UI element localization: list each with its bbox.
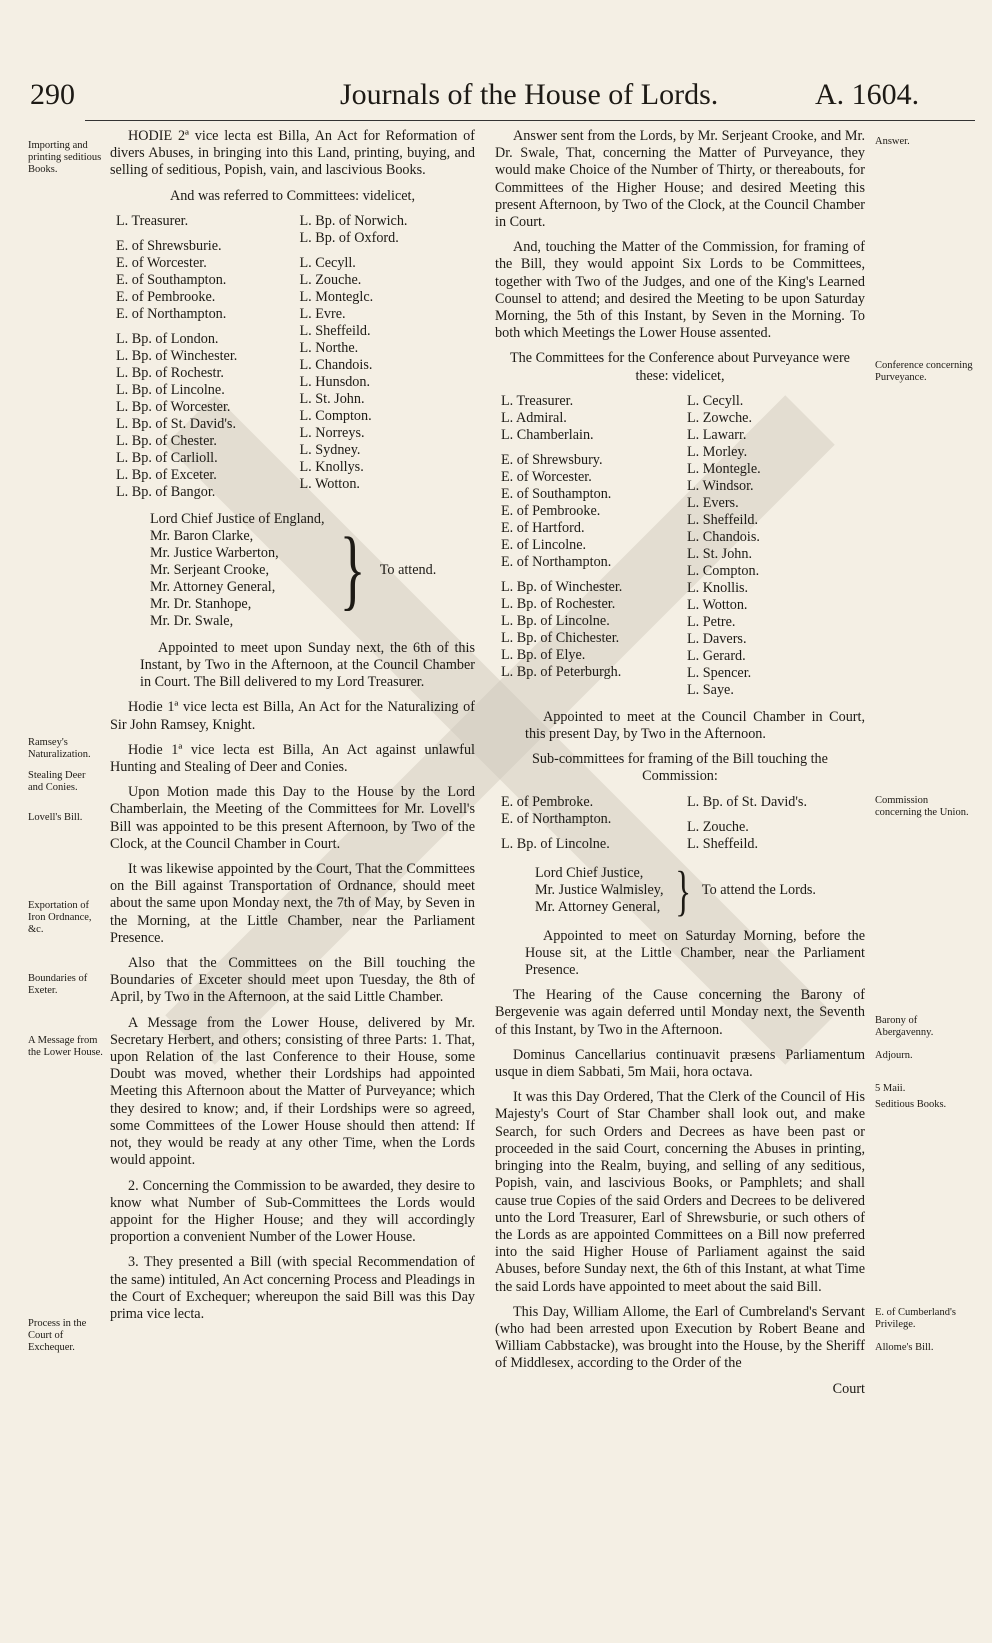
conference-committee-list	[501, 393, 865, 699]
list-item: L. Wotton.	[299, 475, 360, 492]
left-column	[110, 128, 475, 1331]
list-item: L. Evers.	[687, 494, 739, 511]
list-item: L. Bp. of St. David's.	[687, 793, 807, 810]
list-item: E. of Shrewsbury.	[501, 451, 603, 468]
list-item: E. of Pembroke.	[501, 793, 594, 810]
paragraph: The Hearing of the Cause concerning the Barony of Bergevenie was again deferred until Monday next, the Seventh of this Instant, by Two in the Afternoon.	[495, 987, 865, 1038]
committee-column	[501, 794, 679, 853]
margin-note: Process in the Court of Exchequer.	[28, 1318, 87, 1353]
margin-note: Importing and printing seditious Books.	[28, 140, 102, 175]
margin-note: Commission concerning the Union.	[875, 795, 969, 818]
list-item: L. Spencer.	[687, 664, 752, 681]
list-item: E. of Worcester.	[501, 468, 592, 485]
paragraph: 3. They presented a Bill (with special Recommendation of the same) intituled, An Act concerning Process and Pleadings in the Court of Exchequer; whereupon the said Bill was this Day prima vice lecta.	[110, 1254, 475, 1322]
attend-names	[535, 865, 664, 916]
list-item: E. of Pembrooke.	[116, 288, 216, 305]
list-item: L. Bp. of Chichester.	[501, 629, 620, 646]
list-item: E. of Southampton.	[501, 485, 612, 502]
list-item: Lord Chief Justice of England,	[150, 510, 325, 527]
list-item: E. of Northampton.	[501, 553, 612, 570]
list-spacer	[687, 811, 865, 819]
list-item: L. Bp. of Worcester.	[116, 398, 231, 415]
paragraph: Appointed to meet on Saturday Morning, before the House sit, at the Little Chamber, near the Parliament Presence.	[525, 927, 865, 979]
list-item: Mr. Dr. Stanhope,	[150, 595, 252, 612]
margin-note: Adjourn.	[875, 1050, 913, 1061]
attend-label: To attend.	[379, 561, 437, 578]
list-item: L. Sheffeild.	[687, 835, 759, 852]
list-item: L. Bp. of Winchester.	[501, 578, 623, 595]
list-item: L. Sheffeild.	[687, 511, 759, 528]
list-item: L. Bp. of Lincolne.	[501, 835, 610, 852]
list-item: L. Knollys.	[299, 458, 364, 475]
list-item: L. Monteglc.	[299, 288, 374, 305]
paragraph: Hodie 1ª vice lecta est Billa, An Act against unlawful Hunting and Stealing of Deer and Conies.	[110, 741, 475, 776]
list-spacer	[300, 247, 476, 255]
paragraph: And, touching the Matter of the Commission, for framing of the Bill, they would appoint Six Lords to be Committees, together with Two of the Judges, and one of the King's Learned Counsel to attend; and desired the Meeting to be upon Saturday Morning, the 5th of this Instant, by Seven in the Morning. To both which Meetings the Lower House assented.	[495, 239, 865, 342]
attend-block	[535, 859, 865, 921]
list-item: L. Compton.	[687, 562, 760, 579]
paragraph: Also that the Committees on the Bill touching the Boundaries of Exceter should meet upon Tuesday, the 8th of April, by Two in the Afternoon, at the said Little Chamber.	[110, 955, 475, 1006]
list-item: Mr. Attorney General,	[150, 578, 276, 595]
committee-column	[300, 213, 476, 501]
list-item: L. Saye.	[687, 681, 734, 698]
committee-column	[501, 393, 679, 699]
page-title: Journals of the House of Lords.	[340, 78, 719, 111]
list-item: E. of Pembrooke.	[501, 502, 601, 519]
margin-note: Answer.	[875, 136, 910, 147]
committee-column	[687, 794, 865, 853]
list-item: L. Davers.	[687, 630, 747, 647]
list-item: L. Evre.	[299, 305, 346, 322]
page-number: 290	[30, 78, 75, 111]
list-item: L. Treasurer.	[501, 392, 574, 409]
paragraph: Sub-committees for framing of the Bill touching the Commission:	[532, 751, 828, 785]
list-spacer	[501, 571, 679, 579]
list-item: L. Bp. of Bangor.	[116, 483, 216, 500]
paragraph: Hodie 1ª vice lecta est Billa, An Act for the Naturalizing of Sir John Ramsey, Knight.	[110, 699, 475, 733]
committee-list	[116, 213, 475, 501]
paragraph: 2. Concerning the Commission to be awarded, they desire to know what Number of Sub-Committees the Lords would appoint for the Higher House; and they will accordingly proportion a convenient Number of the Lower House.	[110, 1177, 475, 1246]
list-item: L. Cecyll.	[299, 254, 356, 271]
list-item: L. Sheffeild.	[299, 322, 371, 339]
paragraph: Upon Motion made this Day to the House by the Lord Chamberlain, the Meeting of the Committees for Mr. Lovell's Bill was appointed to be this present Afternoon, by Two of the Clock, at the Council Chamber in Court.	[110, 784, 475, 852]
list-item: L. Windsor.	[687, 477, 754, 494]
list-item: Lord Chief Justice,	[535, 864, 644, 881]
margin-note: Barony of Abergavenny.	[875, 1015, 934, 1038]
margin-note: Seditious Books.	[875, 1099, 947, 1110]
list-item: L. Lawarr.	[687, 426, 747, 443]
list-item: L. Bp. of Oxford.	[299, 229, 399, 246]
margin-note: Allome's Bill.	[875, 1342, 934, 1353]
list-item: L. St. John.	[299, 390, 365, 407]
list-item: L. Chandois.	[687, 528, 760, 545]
catchword: Court	[832, 1380, 865, 1397]
paragraph: This Day, William Allome, the Earl of Cumbreland's Servant (who had been arrested upon Execution by Robert Beane and William Cabbstacke), was brought into the House, by the Sheriff of Middlesex, according to the Order of the	[495, 1303, 865, 1372]
list-item: E. of Hartford.	[501, 519, 585, 536]
list-item: L. Bp. of Winchester.	[116, 347, 238, 364]
list-item: L. Bp. of Lincolne.	[501, 612, 610, 629]
header-rule	[85, 120, 975, 121]
list-item: L. Bp. of Lincolne.	[116, 381, 225, 398]
paragraph: Appointed to meet at the Council Chamber in Court, this present Day, by Two in the Afternoon.	[525, 708, 865, 743]
margin-note: Stealing Deer and Conies.	[28, 770, 86, 793]
page-year: A. 1604.	[815, 78, 920, 111]
list-item: L. Knollis.	[687, 579, 749, 596]
paragraph: It was likewise appointed by the Court, That the Committees on the Bill against Transportation of Ordnance, should meet about the same upon Monday next, the 7th of May, by Seven in the Morning, at the Little Chamber, near the Parliament Presence.	[110, 861, 475, 946]
list-item: L. Bp. of Chester.	[116, 432, 217, 449]
list-item: L. Bp. of Rochester.	[501, 595, 616, 612]
attend-label: To attend the Lords.	[701, 881, 816, 898]
list-item: Mr. Justice Walmisley,	[535, 881, 664, 898]
list-item: L. Admiral.	[501, 409, 567, 426]
paragraph: Answer sent from the Lords, by Mr. Serjeant Crooke, and Mr. Dr. Swale, That, concerning the Matter of Purveyance, they would make Choice of the Number of Thirty, or thereabouts, for Committees of the Higher House; and desired Meeting this present Afternoon, by Two of the Clock, at the Council Chamber in Court.	[495, 128, 865, 231]
margin-note: 5 Maii.	[875, 1083, 906, 1094]
list-item: E. of Lincolne.	[501, 536, 587, 553]
brace: }	[674, 859, 691, 921]
paragraph: HODIE 2ª vice lecta est Billa, An Act for Reformation of divers Abuses, in bringing into this Land, printing, buying, and selling of seditious, Popish, vain, and lascivious Books.	[110, 128, 475, 179]
sub-committee-list	[501, 794, 865, 853]
list-spacer	[501, 828, 679, 836]
attend-block	[150, 511, 475, 630]
list-item: L. Treasurer.	[116, 212, 189, 229]
paragraph: And was referred to Committees: videlicet,	[169, 187, 416, 204]
list-item: E. of Northampton.	[501, 810, 612, 827]
committee-column	[687, 393, 865, 699]
list-item: L. Morley.	[687, 443, 748, 460]
list-item: Mr. Serjeant Crooke,	[150, 561, 269, 578]
list-item: L. Northe.	[299, 339, 359, 356]
list-spacer	[501, 444, 679, 452]
list-item: L. Montegle.	[687, 460, 761, 477]
margin-note: A Message from the Lower House.	[28, 1035, 103, 1058]
right-column	[495, 128, 865, 1406]
paragraph: It was this Day Ordered, That the Clerk of the Council of His Majesty's Court of Star Chamber shall look out, and make Search, for such Orders and Decrees as have been past or proceeded in the said Court, concerning the Abuses in printing, bringing into the Realm, buying, and selling of any seditious, Popish, vain, and lascivious Books, or Pamphlets; and shall cause true Copies of the said Orders and Decrees to be delivered unto the Lord Treasurer, Earl of Shrewsburie, or such others of the Lords as are appointed Committees on a Bill now preferred into the said Higher House of Parliament against the said Abuses, before Sunday next, the 6th of this Instant, at what Time the said Lords have appointed to meet about the said Bill.	[495, 1089, 865, 1295]
list-item: L. Hunsdon.	[299, 373, 371, 390]
margin-note: Lovell's Bill.	[28, 812, 83, 823]
list-item: L. Bp. of Carlioll.	[116, 449, 218, 466]
list-item: L. Gerard.	[687, 647, 746, 664]
brace: }	[339, 520, 366, 620]
list-item: Mr. Attorney General,	[535, 898, 661, 915]
list-item: E. of Worcester.	[116, 254, 207, 271]
list-item: L. Bp. of Elye.	[501, 646, 586, 663]
list-item: E. of Northampton.	[116, 305, 227, 322]
committee-column	[116, 213, 292, 501]
list-item: Mr. Dr. Swale,	[150, 612, 234, 629]
list-item: L. St. John.	[687, 545, 753, 562]
list-item: L. Compton.	[299, 407, 372, 424]
list-item: L. Bp. of Peterburgh.	[501, 663, 622, 680]
page-header	[0, 78, 992, 118]
margin-note: Exportation of Iron Ordnance, &c.	[28, 900, 92, 935]
list-item: E. of Southampton.	[116, 271, 227, 288]
paragraph: The Committees for the Conference about Purveyance were these: videlicet,	[510, 350, 850, 384]
margin-note: Ramsey's Naturalization.	[28, 737, 91, 760]
list-item: L. Chamberlain.	[501, 426, 594, 443]
list-item: L. Zouche.	[299, 271, 362, 288]
list-spacer	[116, 230, 292, 238]
attend-names	[150, 511, 325, 630]
list-item: L. Bp. of Rochestr.	[116, 364, 224, 381]
list-item: L. Chandois.	[299, 356, 373, 373]
list-item: L. Norreys.	[299, 424, 365, 441]
list-item: L. Bp. of London.	[116, 330, 219, 347]
list-item: L. Wotton.	[687, 596, 748, 613]
list-item: L. Bp. of Norwich.	[299, 212, 408, 229]
list-item: L. Bp. of St. David's.	[116, 415, 236, 432]
list-item: L. Zouche.	[687, 818, 749, 835]
list-item: L. Sydney.	[299, 441, 361, 458]
list-item: Mr. Justice Warberton,	[150, 544, 279, 561]
margin-note: Conference concerning Purveyance.	[875, 360, 973, 383]
margin-note: E. of Cumberland's Privilege.	[875, 1307, 956, 1330]
list-item: L. Cecyll.	[687, 392, 744, 409]
list-item: L. Petre.	[687, 613, 736, 630]
list-item: Mr. Baron Clarke,	[150, 527, 254, 544]
list-item: E. of Shrewsburie.	[116, 237, 222, 254]
list-item: L. Bp. of Exceter.	[116, 466, 217, 483]
margin-note: Boundaries of Exeter.	[28, 973, 88, 996]
paragraph: A Message from the Lower House, delivered by Mr. Secretary Herbert, and others; consisting of three Parts: 1. That, upon Relation of the last Conference to their House, some Doubt was moved, whether their Lordships had appointed Meeting this Afternoon about the Matter of Purveyance; which they desired to know; and, if their Lordships were so agreed, some Committees of the Lower House should then attend: If not, they would be ready at any other Time, when the Lords would appoint.	[110, 1014, 475, 1169]
paragraph: Dominus Cancellarius continuavit præsens Parliamentum usque in diem Sabbati, 5m Maii, hora octava.	[495, 1046, 865, 1081]
paragraph: Appointed to meet upon Sunday next, the 6th of this Instant, by Two in the Afternoon, at the Council Chamber in Court. The Bill delivered to my Lord Treasurer.	[140, 639, 475, 691]
list-item: L. Zowche.	[687, 409, 753, 426]
list-spacer	[116, 323, 292, 331]
